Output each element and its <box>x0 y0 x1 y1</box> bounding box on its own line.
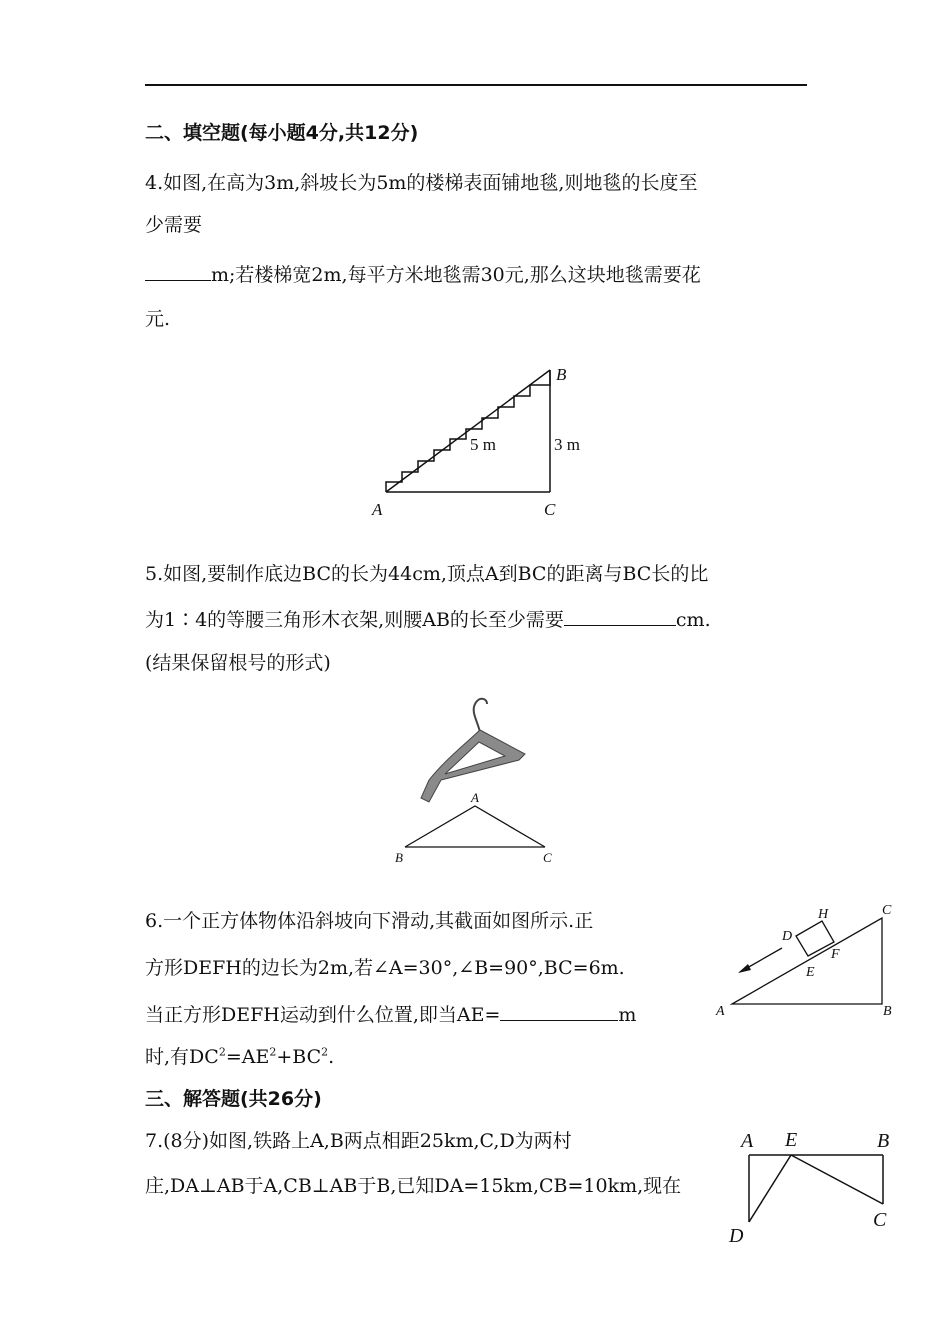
q5-answer-blank <box>564 605 676 626</box>
q7-line-2: 庄,DA⊥AB于A,CB⊥AB于B,已知DA=15km,CB=10km,现在 <box>145 1175 682 1197</box>
label-c: C <box>543 850 552 865</box>
q5-line-2-text: 为1∶4的等腰三角形木衣架,则腰AB的长至少需要 <box>145 609 564 631</box>
q5-line-2 <box>145 605 711 633</box>
slope-line <box>386 370 550 492</box>
hanger-hook <box>474 699 487 732</box>
section-2-title: 二、填空题(每小题4分,共12分) <box>145 122 419 144</box>
label-c: C <box>544 500 556 519</box>
label-a: A <box>716 1004 725 1019</box>
label-b: B <box>395 850 403 865</box>
segment-ec <box>791 1155 883 1204</box>
q6-line-3 <box>145 1000 636 1028</box>
height-label: 3 m <box>554 435 580 454</box>
label-a: A <box>741 1130 754 1152</box>
slope-square-figure <box>710 900 910 1025</box>
slope-label: 5 m <box>470 435 496 454</box>
hanger-figure <box>385 690 565 870</box>
q5-line-3: (结果保留根号的形式) <box>145 652 331 674</box>
slide-arrow-head <box>738 964 751 973</box>
label-e: E <box>785 1129 798 1151</box>
label-f: F <box>831 947 840 962</box>
label-a: A <box>471 790 479 805</box>
q6-line-3-text: 当正方形DEFH运动到什么位置,即当AE= <box>145 1004 501 1026</box>
q4-line-4 <box>145 304 170 332</box>
q6-answer-blank <box>500 1000 618 1021</box>
q4-line-3 <box>145 260 701 288</box>
square-defh <box>796 921 834 956</box>
q4-line-4-text: 元. <box>145 308 171 330</box>
triangle-abc <box>405 806 545 847</box>
q4-line-3-text: m;若楼梯宽2m,每平方米地毯需30元,那么这块地毯需要花 <box>211 264 701 286</box>
q6-line-1: 6.一个正方体物体沿斜坡向下滑动,其截面如图所示.正 <box>145 910 594 932</box>
label-e: E <box>806 965 815 980</box>
segment-ed <box>749 1155 791 1222</box>
label-b: B <box>877 1130 890 1152</box>
label-h: H <box>818 907 829 922</box>
label-a: A <box>372 500 383 519</box>
q5-line-1: 5.如图,要制作底边BC的长为44cm,顶点A到BC的距离与BC长的比 <box>145 563 709 585</box>
railway-figure <box>725 1122 910 1252</box>
stairs-figure <box>370 360 600 525</box>
label-d: D <box>729 1225 744 1247</box>
label-b: B <box>883 1004 892 1019</box>
header-rule <box>145 84 807 86</box>
q6-line-4: 时,有$DC^2=AE^2+BC^2$. <box>145 1045 335 1068</box>
q5-line-2-unit: cm. <box>675 609 711 631</box>
section-3-title: 三、解答题(共26分) <box>145 1088 322 1110</box>
q4-answer-blank-1 <box>145 260 211 281</box>
label-c: C <box>882 903 892 918</box>
q6-line-2: 方形DEFH的边长为2m,若∠A=30°,∠B=90°,BC=6m. <box>145 957 625 979</box>
q4-line-2: 少需要 <box>145 214 203 236</box>
label-c: C <box>873 1209 887 1231</box>
q4-line-1: 4.如图,在高为3m,斜坡长为5m的楼梯表面铺地毯,则地毯的长度至 <box>145 172 698 194</box>
label-b: B <box>556 365 567 384</box>
q6-line-3-unit: m <box>618 1004 637 1026</box>
q7-line-1: 7.(8分)如图,铁路上A,B两点相距25km,C,D为两村 <box>145 1130 572 1152</box>
label-d: D <box>782 929 793 944</box>
